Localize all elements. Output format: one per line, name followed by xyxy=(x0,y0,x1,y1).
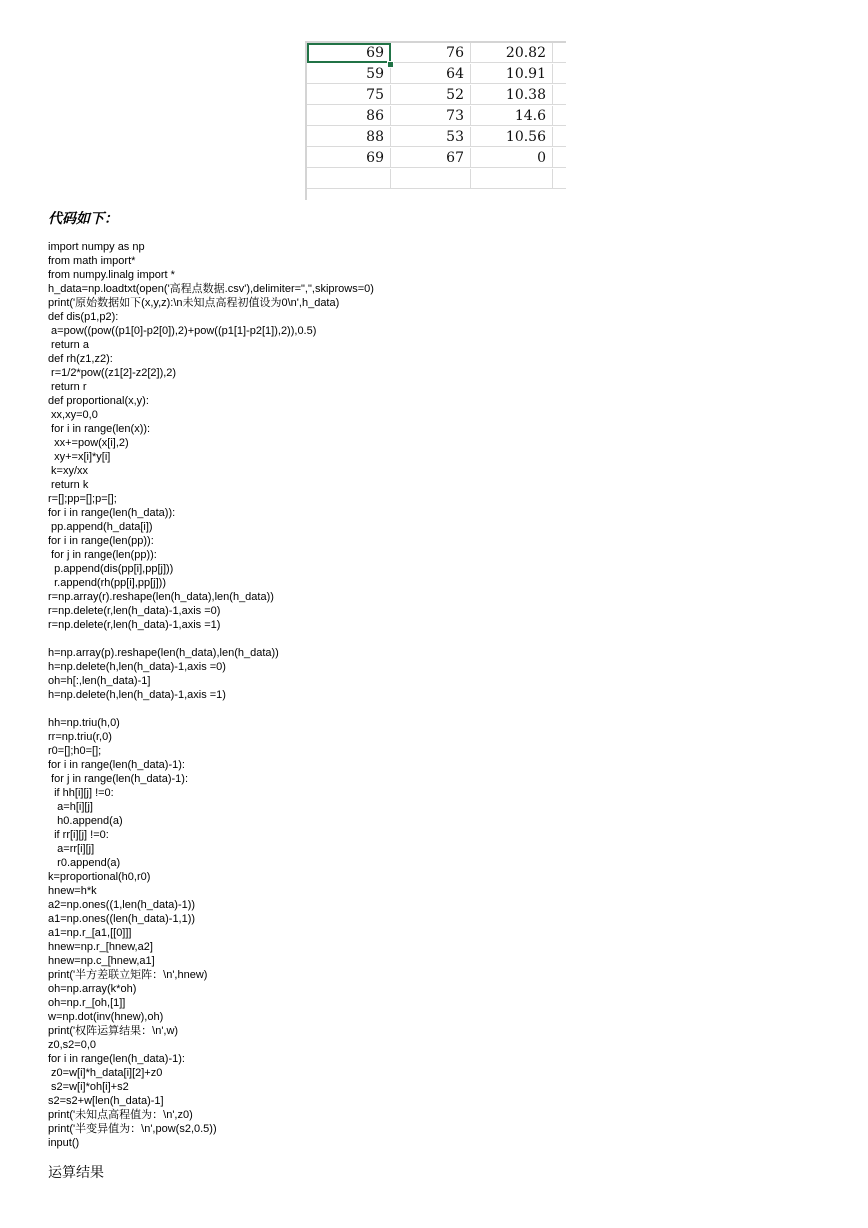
code-line: h=np.delete(h,len(h_data)-1,axis =1) xyxy=(48,689,226,701)
code-line: xy+=x[i]*y[i] xyxy=(48,451,111,463)
code-line: return a xyxy=(48,339,89,351)
code-line: print('未知点高程值为：\n',z0) xyxy=(48,1109,193,1121)
code-line: h=np.delete(h,len(h_data)-1,axis =0) xyxy=(48,661,226,673)
code-line: pp.append(h_data[i]) xyxy=(48,521,153,533)
code-line: for i in range(len(x)): xyxy=(48,423,151,435)
table-cell: 75 xyxy=(307,85,391,105)
code-line: a=pow((pow((p1[0]-p2[0]),2)+pow((p1[1]-p2[1]),2)),0.5) xyxy=(48,325,317,337)
code-line: print('半变异值为：\n',pow(s2,0.5)) xyxy=(48,1123,217,1135)
table-cell: 53 xyxy=(391,127,471,147)
table-cell-empty xyxy=(553,43,566,63)
table-cell: 64 xyxy=(391,64,471,84)
code-line: print('权阵运算结果：\n',w) xyxy=(48,1025,179,1037)
code-line: r.append(rh(pp[i],pp[j])) xyxy=(48,577,167,589)
fill-handle xyxy=(387,61,394,68)
code-line: a=rr[i][j] xyxy=(48,843,95,855)
table-cell: 10.38 xyxy=(471,85,553,105)
code-line: hnew=np.r_[hnew,a2] xyxy=(48,941,153,953)
code-line: xx,xy=0,0 xyxy=(48,409,98,421)
code-line: r=np.delete(r,len(h_data)-1,axis =0) xyxy=(48,605,221,617)
table-cell: 0 xyxy=(471,148,553,168)
code-line: h_data=np.loadtxt(open('高程点数据.csv'),delimiter=",",skiprows=0) xyxy=(48,283,374,295)
table-cell-empty xyxy=(553,148,566,168)
table-row xyxy=(307,148,566,169)
code-line: hh=np.triu(h,0) xyxy=(48,717,120,729)
code-line: k=proportional(h0,r0) xyxy=(48,871,151,883)
code-line: from numpy.linalg import * xyxy=(48,269,175,281)
code-line: r=[];pp=[];p=[]; xyxy=(48,493,117,505)
code-line: r=1/2*pow((z1[2]-z2[2]),2) xyxy=(48,367,177,379)
code-line: def dis(p1,p2): xyxy=(48,311,119,323)
code-line: xx+=pow(x[i],2) xyxy=(48,437,129,449)
table-cell: 20.82 xyxy=(471,43,553,63)
code-line: hnew=h*k xyxy=(48,885,97,897)
table-row xyxy=(307,169,566,190)
code-line: rr=np.triu(r,0) xyxy=(48,731,112,743)
result-heading: 运算结果 xyxy=(48,1164,104,1180)
table-row xyxy=(307,106,566,127)
code-line: for i in range(len(h_data)): xyxy=(48,507,176,519)
table-cell xyxy=(307,169,391,189)
code-heading: 代码如下： xyxy=(48,210,118,226)
code-line: from math import* xyxy=(48,255,136,267)
code-line: r0.append(a) xyxy=(48,857,121,869)
code-line: def proportional(x,y): xyxy=(48,395,149,407)
table-row xyxy=(307,127,566,148)
code-line: return k xyxy=(48,479,89,491)
table-cell: 73 xyxy=(391,106,471,126)
code-line: for i in range(len(h_data)-1): xyxy=(48,759,185,771)
code-line: for i in range(len(pp)): xyxy=(48,535,154,547)
spreadsheet-screenshot xyxy=(305,41,566,200)
code-line: input() xyxy=(48,1137,80,1149)
code-line: r=np.array(r).reshape(len(h_data),len(h_data)) xyxy=(48,591,274,603)
code-line: r0=[];h0=[]; xyxy=(48,745,102,757)
table-cell: 69 xyxy=(307,43,391,63)
table-cell: 69 xyxy=(307,148,391,168)
code-line: h0.append(a) xyxy=(48,815,123,827)
code-line: h=np.array(p).reshape(len(h_data),len(h_data)) xyxy=(48,647,279,659)
table-cell: 10.56 xyxy=(471,127,553,147)
table-cell: 10.91 xyxy=(471,64,553,84)
table-cell-empty xyxy=(553,169,566,189)
code-line: hnew=np.c_[hnew,a1] xyxy=(48,955,155,967)
code-line: oh=h[:,len(h_data)-1] xyxy=(48,675,151,687)
table-cell-empty xyxy=(553,85,566,105)
code-line: import numpy as np xyxy=(48,241,145,253)
code-line: z0,s2=0,0 xyxy=(48,1039,97,1051)
table-cell-empty xyxy=(553,127,566,147)
table-cell: 52 xyxy=(391,85,471,105)
code-line: a1=np.r_[a1,[[0]]] xyxy=(48,927,132,939)
table-row xyxy=(307,43,566,64)
code-line: print('原始数据如下(x,y,z):\n未知点高程初值设为0\n',h_data) xyxy=(48,297,340,309)
code-line: s2=w[i]*oh[i]+s2 xyxy=(48,1081,129,1093)
table-cell: 67 xyxy=(391,148,471,168)
code-line: if hh[i][j] !=0: xyxy=(48,787,114,799)
table-cell-empty xyxy=(553,64,566,84)
code-line: for j in range(len(pp)): xyxy=(48,549,157,561)
code-line: if rr[i][j] !=0: xyxy=(48,829,109,841)
code-line: z0=w[i]*h_data[i][2]+z0 xyxy=(48,1067,163,1079)
table-row xyxy=(307,64,566,85)
code-line: for i in range(len(h_data)-1): xyxy=(48,1053,185,1065)
code-line: a=h[i][j] xyxy=(48,801,93,813)
code-line: p.append(dis(pp[i],pp[j])) xyxy=(48,563,174,575)
code-line: print('半方差联立矩阵：\n',hnew) xyxy=(48,969,208,981)
table-cell xyxy=(471,169,553,189)
code-line: oh=np.r_[oh,[1]] xyxy=(48,997,126,1009)
table-cell: 59 xyxy=(307,64,391,84)
code-block xyxy=(48,240,374,1150)
code-line: for j in range(len(h_data)-1): xyxy=(48,773,189,785)
table-cell: 76 xyxy=(391,43,471,63)
code-line: k=xy/xx xyxy=(48,465,89,477)
table-row xyxy=(307,85,566,106)
table-cell: 86 xyxy=(307,106,391,126)
code-line: w=np.dot(inv(hnew),oh) xyxy=(48,1011,164,1023)
code-line: r=np.delete(r,len(h_data)-1,axis =1) xyxy=(48,619,221,631)
code-line: def rh(z1,z2): xyxy=(48,353,113,365)
table-cell: 88 xyxy=(307,127,391,147)
code-line: oh=np.array(k*oh) xyxy=(48,983,137,995)
table-cell: 14.6 xyxy=(471,106,553,126)
table-cell xyxy=(391,169,471,189)
code-line: a2=np.ones((1,len(h_data)-1)) xyxy=(48,899,196,911)
code-line: a1=np.ones((len(h_data)-1,1)) xyxy=(48,913,196,925)
code-line: return r xyxy=(48,381,87,393)
code-line: s2=s2+w[len(h_data)-1] xyxy=(48,1095,164,1107)
table-cell-empty xyxy=(553,106,566,126)
